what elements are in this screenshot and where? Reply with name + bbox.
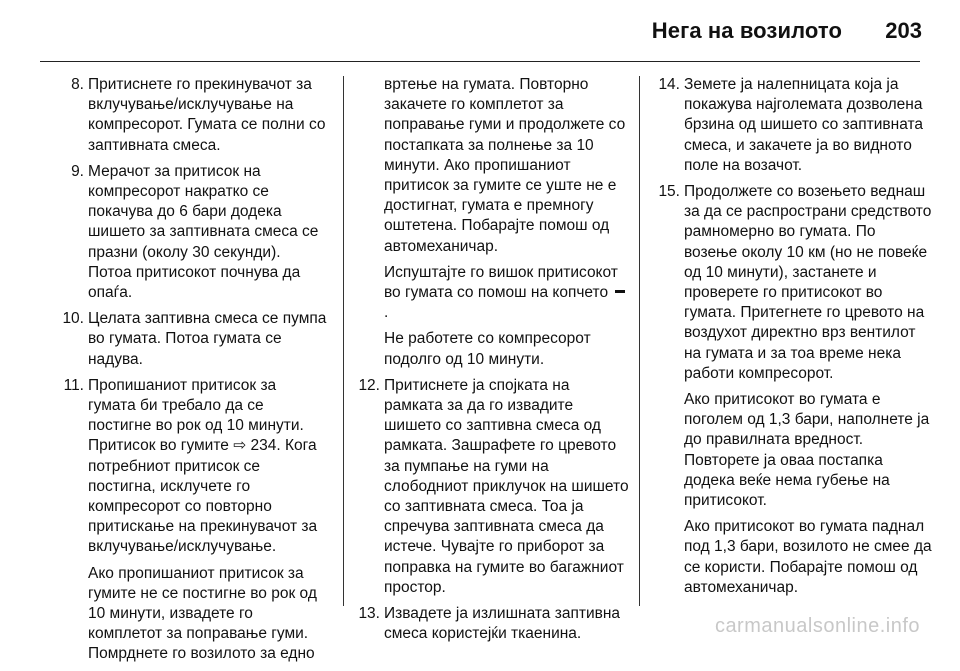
vent-text bbox=[384, 263, 630, 324]
step-text: Земете ја налепницата која ја покажува најголемата дозволена брзина од шишето со заптивната смеса, и закачете ја во видното поле на возачот. bbox=[684, 76, 924, 174]
step-11 bbox=[40, 376, 328, 665]
step-text-part: Пропишаниот притисок за гумата би требало да се постигне во рок од 10 минути. Притисок во гумите bbox=[88, 376, 304, 455]
step-9 bbox=[40, 162, 328, 303]
step-number: 9. bbox=[71, 162, 84, 180]
step-12 bbox=[352, 376, 630, 598]
step-10 bbox=[40, 309, 328, 370]
minus-button-icon bbox=[615, 290, 625, 293]
step-text: Ако пропишаниот притисок за гумите не се постигне во рок од 10 минути, извадете го комплетот за поправање гуми. Помрднете го возилото за едно bbox=[88, 564, 317, 663]
vent-text-part: Испуштајте го вишок притисокот во гумата со помош на копчето bbox=[384, 263, 618, 302]
watermark: carmanualsonline.info bbox=[714, 615, 920, 637]
step-text: Продолжете со возењето веднаш за да се распространи средството рамномерно во гумата. По возење околу 10 км (но не повеќе од 10 минути), застанете и проверете го притисокот во гумата. Притегнете го цревото на воздухот директно врз вентилот на гумата и за тоа време нека работи компресорот. bbox=[684, 183, 932, 382]
step-13 bbox=[352, 604, 630, 644]
step-text: Извадете ја излишната заптивна смеса користејќи ткаенина. bbox=[384, 605, 621, 643]
continued-text: вртење на гумата. Повторно закачете го комплетот за поправање гуми и продолжете со постапката за полнење за 10 минути. Ако пропишаниот притисок за гумите се уште не е достигнат, гумата е премногу оштетена. Побарајте помош од автомеханичар. bbox=[384, 76, 626, 255]
column-divider bbox=[343, 76, 344, 606]
page-header bbox=[0, 0, 960, 64]
step-text: Ако притисокот во гумата е поголем од 1,3 бари, наполнете ја до правилната вредност. Повторете ја оваа постапка додека веќе нема губење на притисокот. bbox=[684, 391, 930, 510]
step-number: 12. bbox=[358, 376, 380, 394]
step-14 bbox=[652, 75, 932, 176]
header-rule bbox=[40, 61, 920, 62]
vent-text-part: . bbox=[384, 304, 389, 322]
step-15 bbox=[652, 182, 932, 598]
header-title: Нега на возилото bbox=[651, 18, 842, 43]
step-text-part: 234. Кога потребниот притисок се постигна, исклучете го компресорот со повторно притискање на прекинувачот за вклучување/исклучување. bbox=[88, 437, 318, 556]
step-8 bbox=[40, 75, 328, 156]
page-reference-icon[interactable]: ⇨ bbox=[233, 437, 247, 455]
step-number: 11. bbox=[63, 376, 84, 394]
step-text: Целата заптивна смеса се пумпа во гумата. Потоа гумата се надува. bbox=[88, 310, 327, 368]
column-divider bbox=[639, 76, 640, 606]
step-number: 8. bbox=[71, 76, 84, 93]
step-number: 13. bbox=[358, 605, 380, 623]
page-number: 203 bbox=[885, 18, 922, 43]
step-text bbox=[88, 376, 328, 558]
step-text: Ако притисокот во гумата паднал под 1,3 бари, возилото не смее да се користи. Побарајте помош од автомеханичар. bbox=[684, 518, 932, 596]
column-1 bbox=[40, 75, 328, 671]
step-text: Притиснете ја спојката на рамката за да го извадите шишето со заптивна смеса од рамката. Зашрафете го цревото за пумпање на гуми на слободниот приклучок на шишето со заптивната смеса. Тоа ја спречува заптивната смеса да истече. Чувајте го приборот за поправка на гумите во багажниот простор. bbox=[384, 376, 629, 596]
step-number: 10. bbox=[62, 310, 84, 328]
column-3 bbox=[652, 75, 932, 604]
step-text: Притиснете го прекинувачот за вклучување/исклучување на компресорот. Гумата се полни со заптивната смеса. bbox=[88, 76, 326, 154]
step-text: Мерачот за притисок на компресорот накратко се покачува до 6 бари додека шишето за заптивната смеса се празни (околу 30 секунди). Потоа притисокот почнува да опаѓа. bbox=[88, 162, 319, 302]
warning-text: Не работете со компресорот подолго од 10 минути. bbox=[384, 330, 591, 368]
step-11-continued bbox=[352, 75, 630, 370]
column-2 bbox=[352, 75, 630, 650]
step-number: 14. bbox=[658, 76, 680, 93]
step-number: 15. bbox=[658, 183, 680, 201]
